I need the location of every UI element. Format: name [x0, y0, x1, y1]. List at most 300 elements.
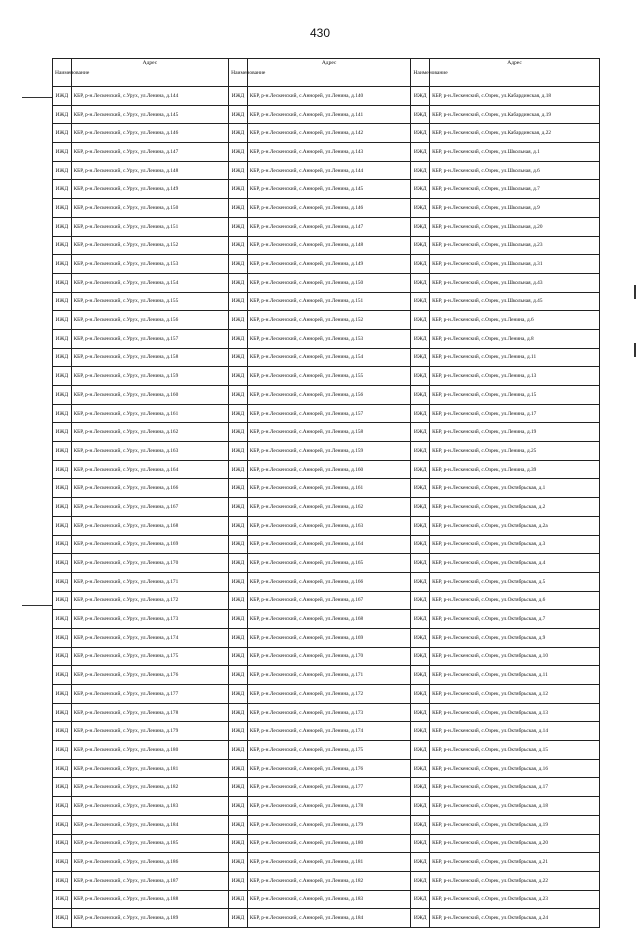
- address-table: [52, 58, 600, 928]
- name-cell: ИЖД: [411, 685, 430, 704]
- name-cell: ИЖД: [53, 703, 72, 722]
- name-cell: ИЖД: [229, 329, 248, 348]
- address-cell: КБР, р-н.Лескенский, с.Аннорей, ул.Ленина, д.177: [247, 778, 411, 797]
- address-cell: КБР, р-н.Лескенский, с.Аннорей, ул.Ленина, д.148: [247, 236, 411, 255]
- address-cell: КБР, р-н.Лескенский, с.Урух, ул.Ленина, д.177: [71, 685, 228, 704]
- name-cell: ИЖД: [411, 161, 430, 180]
- address-cell: КБР, р-н.Лескенский, с.Урух, ул.Ленина, д.164: [71, 460, 228, 479]
- address-cell: КБР, р-н.Лескенский, с.Озрек, ул.Ленина, д.25: [430, 442, 600, 461]
- address-cell: КБР, р-н.Лескенский, с.Аннорей, ул.Ленина, д.153: [247, 329, 411, 348]
- name-cell: ИЖД: [53, 853, 72, 872]
- name-cell: ИЖД: [53, 442, 72, 461]
- address-cell: КБР, р-н.Лескенский, с.Аннорей, ул.Ленина, д.183: [247, 890, 411, 909]
- address-cell: КБР, р-н.Лескенский, с.Озрек, ул.Школьная, д.43: [430, 273, 600, 292]
- name-cell: ИЖД: [411, 199, 430, 218]
- address-cell: КБР, р-н.Лескенский, с.Аннорей, ул.Ленина, д.175: [247, 741, 411, 760]
- address-cell: КБР, р-н.Лескенский, с.Урух, ул.Ленина, д.168: [71, 516, 228, 535]
- name-cell: ИЖД: [411, 815, 430, 834]
- name-cell: ИЖД: [229, 685, 248, 704]
- table-row: [53, 815, 600, 834]
- name-cell: ИЖД: [229, 666, 248, 685]
- table-row: [53, 703, 600, 722]
- name-cell: ИЖД: [53, 909, 72, 928]
- address-cell: КБР, р-н.Лескенский, с.Озрек, ул.Октябрьская, д.1: [430, 479, 600, 498]
- address-cell: КБР, р-н.Лескенский, с.Озрек, ул.Октябрьская, д.10: [430, 647, 600, 666]
- name-cell: ИЖД: [411, 871, 430, 890]
- name-cell: ИЖД: [229, 853, 248, 872]
- address-cell: КБР, р-н.Лескенский, с.Аннорей, ул.Ленина, д.181: [247, 853, 411, 872]
- address-cell: КБР, р-н.Лескенский, с.Озрек, ул.Октябрьская, д.21: [430, 853, 600, 872]
- name-cell: ИЖД: [229, 741, 248, 760]
- table-row: [53, 404, 600, 423]
- name-cell: ИЖД: [229, 124, 248, 143]
- name-cell: ИЖД: [411, 442, 430, 461]
- table-row: [53, 423, 600, 442]
- name-cell: ИЖД: [229, 311, 248, 330]
- name-cell: ИЖД: [229, 610, 248, 629]
- name-cell: ИЖД: [229, 759, 248, 778]
- address-cell: КБР, р-н.Лескенский, с.Озрек, ул.Октябрьская, д.13: [430, 703, 600, 722]
- table-row: [53, 853, 600, 872]
- name-cell: ИЖД: [229, 236, 248, 255]
- address-cell: КБР, р-н.Лескенский, с.Озрек, ул.Октябрьская, д.18: [430, 797, 600, 816]
- address-cell: КБР, р-н.Лескенский, с.Урух, ул.Ленина, д.166: [71, 479, 228, 498]
- name-cell: ИЖД: [411, 105, 430, 124]
- address-cell: КБР, р-н.Лескенский, с.Аннорей, ул.Ленина, д.163: [247, 516, 411, 535]
- address-cell: КБР, р-н.Лескенский, с.Озрек, ул.Ленина, д.8: [430, 329, 600, 348]
- page-number: 430: [309, 26, 331, 40]
- name-cell: ИЖД: [53, 105, 72, 124]
- table-row: [53, 161, 600, 180]
- table-row: [53, 610, 600, 629]
- address-table-wrapper: [52, 58, 600, 928]
- address-cell: КБР, р-н.Лескенский, с.Урух, ул.Ленина, д.151: [71, 217, 228, 236]
- table-row: [53, 909, 600, 928]
- name-cell: ИЖД: [53, 199, 72, 218]
- name-cell: ИЖД: [411, 348, 430, 367]
- table-row: [53, 217, 600, 236]
- column-header-name: Наименование: [411, 59, 430, 87]
- name-cell: ИЖД: [229, 143, 248, 162]
- name-cell: ИЖД: [229, 554, 248, 573]
- address-cell: КБР, р-н.Лескенский, с.Аннорей, ул.Ленина, д.166: [247, 572, 411, 591]
- scan-mark: [634, 285, 636, 299]
- address-cell: КБР, р-н.Лескенский, с.Озрек, ул.Школьная, д.45: [430, 292, 600, 311]
- name-cell: ИЖД: [229, 628, 248, 647]
- scan-mark: [22, 605, 52, 606]
- address-cell: КБР, р-н.Лескенский, с.Аннорей, ул.Ленина, д.147: [247, 217, 411, 236]
- address-cell: КБР, р-н.Лескенский, с.Аннорей, ул.Ленина, д.176: [247, 759, 411, 778]
- address-cell: КБР, р-н.Лескенский, с.Аннорей, ул.Ленина, д.184: [247, 909, 411, 928]
- address-cell: КБР, р-н.Лескенский, с.Урух, ул.Ленина, д.147: [71, 143, 228, 162]
- address-cell: КБР, р-н.Лескенский, с.Урух, ул.Ленина, д.181: [71, 759, 228, 778]
- address-cell: КБР, р-н.Лескенский, с.Урух, ул.Ленина, д.172: [71, 591, 228, 610]
- address-cell: КБР, р-н.Лескенский, с.Озрек, ул.Октябрьская, д.11: [430, 666, 600, 685]
- address-cell: КБР, р-н.Лескенский, с.Аннорей, ул.Ленина, д.146: [247, 199, 411, 218]
- name-cell: ИЖД: [229, 591, 248, 610]
- table-row: [53, 255, 600, 274]
- address-cell: КБР, р-н.Лескенский, с.Урух, ул.Ленина, д.188: [71, 890, 228, 909]
- table-row: [53, 516, 600, 535]
- name-cell: ИЖД: [411, 759, 430, 778]
- name-cell: ИЖД: [53, 255, 72, 274]
- name-cell: ИЖД: [53, 815, 72, 834]
- table-row: [53, 778, 600, 797]
- address-cell: КБР, р-н.Лескенский, с.Урух, ул.Ленина, д.174: [71, 628, 228, 647]
- address-cell: КБР, р-н.Лескенский, с.Урух, ул.Ленина, д.182: [71, 778, 228, 797]
- name-cell: ИЖД: [53, 292, 72, 311]
- address-cell: КБР, р-н.Лескенский, с.Озрек, ул.Школьная, д.23: [430, 236, 600, 255]
- name-cell: ИЖД: [53, 236, 72, 255]
- address-cell: КБР, р-н.Лескенский, с.Озрек, ул.Октябрьская, д.12: [430, 685, 600, 704]
- name-cell: ИЖД: [53, 535, 72, 554]
- column-header-address: Адрес: [247, 59, 411, 87]
- address-cell: КБР, р-н.Лескенский, с.Урух, ул.Ленина, д.189: [71, 909, 228, 928]
- address-cell: КБР, р-н.Лескенский, с.Урух, ул.Ленина, д.170: [71, 554, 228, 573]
- name-cell: ИЖД: [229, 778, 248, 797]
- address-cell: КБР, р-н.Лескенский, с.Озрек, ул.Октябрьская, д.23: [430, 890, 600, 909]
- address-cell: КБР, р-н.Лескенский, с.Озрек, ул.Школьная, д.1: [430, 143, 600, 162]
- address-cell: КБР, р-н.Лескенский, с.Аннорей, ул.Ленина, д.167: [247, 591, 411, 610]
- table-row: [53, 572, 600, 591]
- name-cell: ИЖД: [411, 404, 430, 423]
- address-cell: КБР, р-н.Лескенский, с.Аннорей, ул.Ленина, д.157: [247, 404, 411, 423]
- table-row: [53, 890, 600, 909]
- address-cell: КБР, р-н.Лескенский, с.Урух, ул.Ленина, д.153: [71, 255, 228, 274]
- address-cell: КБР, р-н.Лескенский, с.Урух, ул.Ленина, д.149: [71, 180, 228, 199]
- address-cell: КБР, р-н.Лескенский, с.Озрек, ул.Школьная, д.20: [430, 217, 600, 236]
- address-cell: КБР, р-н.Лескенский, с.Урух, ул.Ленина, д.157: [71, 329, 228, 348]
- address-cell: КБР, р-н.Лескенский, с.Озрек, ул.Октябрьская, д.16: [430, 759, 600, 778]
- address-cell: КБР, р-н.Лескенский, с.Аннорей, ул.Ленина, д.143: [247, 143, 411, 162]
- address-cell: КБР, р-н.Лескенский, с.Аннорей, ул.Ленина, д.151: [247, 292, 411, 311]
- table-row: [53, 628, 600, 647]
- address-cell: КБР, р-н.Лескенский, с.Аннорей, ул.Ленина, д.144: [247, 161, 411, 180]
- name-cell: ИЖД: [53, 180, 72, 199]
- table-row: [53, 498, 600, 517]
- name-cell: ИЖД: [411, 610, 430, 629]
- address-cell: КБР, р-н.Лескенский, с.Аннорей, ул.Ленина, д.140: [247, 87, 411, 106]
- address-cell: КБР, р-н.Лескенский, с.Аннорей, ул.Ленина, д.172: [247, 685, 411, 704]
- address-cell: КБР, р-н.Лескенский, с.Озрек, ул.Ленина, д.11: [430, 348, 600, 367]
- name-cell: ИЖД: [53, 479, 72, 498]
- name-cell: ИЖД: [53, 87, 72, 106]
- name-cell: ИЖД: [411, 479, 430, 498]
- table-row: [53, 834, 600, 853]
- table-row: [53, 666, 600, 685]
- table-header-row: [53, 59, 600, 87]
- name-cell: ИЖД: [53, 666, 72, 685]
- name-cell: ИЖД: [229, 292, 248, 311]
- name-cell: ИЖД: [411, 292, 430, 311]
- address-cell: КБР, р-н.Лескенский, с.Озрек, ул.Кабардинская, д.18: [430, 87, 600, 106]
- name-cell: ИЖД: [411, 236, 430, 255]
- address-cell: КБР, р-н.Лескенский, с.Аннорей, ул.Ленина, д.150: [247, 273, 411, 292]
- name-cell: ИЖД: [229, 797, 248, 816]
- scan-mark: [22, 97, 52, 98]
- name-cell: ИЖД: [53, 143, 72, 162]
- address-cell: КБР, р-н.Лескенский, с.Урух, ул.Ленина, д.160: [71, 386, 228, 405]
- address-cell: КБР, р-н.Лескенский, с.Аннорей, ул.Ленина, д.159: [247, 442, 411, 461]
- name-cell: ИЖД: [229, 703, 248, 722]
- address-cell: КБР, р-н.Лескенский, с.Урух, ул.Ленина, д.156: [71, 311, 228, 330]
- name-cell: ИЖД: [53, 685, 72, 704]
- name-cell: ИЖД: [229, 423, 248, 442]
- address-cell: КБР, р-н.Лескенский, с.Аннорей, ул.Ленина, д.145: [247, 180, 411, 199]
- name-cell: ИЖД: [411, 591, 430, 610]
- address-cell: КБР, р-н.Лескенский, с.Аннорей, ул.Ленина, д.168: [247, 610, 411, 629]
- table-row: [53, 647, 600, 666]
- name-cell: ИЖД: [53, 498, 72, 517]
- address-cell: КБР, р-н.Лескенский, с.Урух, ул.Ленина, д.152: [71, 236, 228, 255]
- address-cell: КБР, р-н.Лескенский, с.Озрек, ул.Кабардинская, д.22: [430, 124, 600, 143]
- name-cell: ИЖД: [53, 460, 72, 479]
- name-cell: ИЖД: [411, 516, 430, 535]
- address-cell: КБР, р-н.Лескенский, с.Озрек, ул.Ленина, д.19: [430, 423, 600, 442]
- address-cell: КБР, р-н.Лескенский, с.Аннорей, ул.Ленина, д.142: [247, 124, 411, 143]
- address-cell: КБР, р-н.Лескенский, с.Урух, ул.Ленина, д.180: [71, 741, 228, 760]
- address-cell: КБР, р-н.Лескенский, с.Аннорей, ул.Ленина, д.160: [247, 460, 411, 479]
- address-cell: КБР, р-н.Лескенский, с.Озрек, ул.Октябрьская, д.9: [430, 628, 600, 647]
- address-cell: КБР, р-н.Лескенский, с.Урух, ул.Ленина, д.178: [71, 703, 228, 722]
- address-cell: КБР, р-н.Лескенский, с.Урух, ул.Ленина, д.173: [71, 610, 228, 629]
- name-cell: ИЖД: [229, 834, 248, 853]
- table-row: [53, 554, 600, 573]
- address-cell: КБР, р-н.Лескенский, с.Урух, ул.Ленина, д.175: [71, 647, 228, 666]
- address-cell: КБР, р-н.Лескенский, с.Аннорей, ул.Ленина, д.180: [247, 834, 411, 853]
- address-cell: КБР, р-н.Лескенский, с.Урух, ул.Ленина, д.167: [71, 498, 228, 517]
- table-row: [53, 124, 600, 143]
- scan-mark: [634, 343, 636, 357]
- address-cell: КБР, р-н.Лескенский, с.Озрек, ул.Октябрьская, д.2а: [430, 516, 600, 535]
- address-cell: КБР, р-н.Лескенский, с.Аннорей, ул.Ленина, д.173: [247, 703, 411, 722]
- name-cell: ИЖД: [411, 554, 430, 573]
- address-cell: КБР, р-н.Лескенский, с.Аннорей, ул.Ленина, д.179: [247, 815, 411, 834]
- name-cell: ИЖД: [411, 890, 430, 909]
- name-cell: ИЖД: [53, 741, 72, 760]
- address-cell: КБР, р-н.Лескенский, с.Урух, ул.Ленина, д.154: [71, 273, 228, 292]
- address-cell: КБР, р-н.Лескенский, с.Урух, ул.Ленина, д.171: [71, 572, 228, 591]
- name-cell: ИЖД: [53, 759, 72, 778]
- name-cell: ИЖД: [411, 535, 430, 554]
- name-cell: ИЖД: [229, 535, 248, 554]
- name-cell: ИЖД: [411, 367, 430, 386]
- address-cell: КБР, р-н.Лескенский, с.Урух, ул.Ленина, д.148: [71, 161, 228, 180]
- name-cell: ИЖД: [411, 572, 430, 591]
- name-cell: ИЖД: [53, 628, 72, 647]
- name-cell: ИЖД: [411, 329, 430, 348]
- name-cell: ИЖД: [53, 423, 72, 442]
- name-cell: ИЖД: [53, 572, 72, 591]
- name-cell: ИЖД: [411, 124, 430, 143]
- name-cell: ИЖД: [229, 161, 248, 180]
- address-cell: КБР, р-н.Лескенский, с.Урух, ул.Ленина, д.162: [71, 423, 228, 442]
- name-cell: ИЖД: [411, 628, 430, 647]
- name-cell: ИЖД: [53, 554, 72, 573]
- name-cell: ИЖД: [229, 572, 248, 591]
- table-body: [53, 87, 600, 928]
- name-cell: ИЖД: [229, 87, 248, 106]
- name-cell: ИЖД: [229, 367, 248, 386]
- address-cell: КБР, р-н.Лескенский, с.Озрек, ул.Ленина, д.13: [430, 367, 600, 386]
- address-cell: КБР, р-н.Лескенский, с.Урух, ул.Ленина, д.186: [71, 853, 228, 872]
- name-cell: ИЖД: [411, 311, 430, 330]
- table-row: [53, 348, 600, 367]
- name-cell: ИЖД: [229, 404, 248, 423]
- name-cell: ИЖД: [53, 797, 72, 816]
- name-cell: ИЖД: [411, 853, 430, 872]
- address-cell: КБР, р-н.Лескенский, с.Озрек, ул.Октябрьская, д.6: [430, 591, 600, 610]
- name-cell: ИЖД: [229, 255, 248, 274]
- name-cell: ИЖД: [411, 909, 430, 928]
- name-cell: ИЖД: [411, 741, 430, 760]
- name-cell: ИЖД: [411, 647, 430, 666]
- address-cell: КБР, р-н.Лескенский, с.Урух, ул.Ленина, д.176: [71, 666, 228, 685]
- address-cell: КБР, р-н.Лескенский, с.Озрек, ул.Октябрьская, д.3: [430, 535, 600, 554]
- name-cell: ИЖД: [229, 105, 248, 124]
- name-cell: ИЖД: [229, 498, 248, 517]
- address-cell: КБР, р-н.Лескенский, с.Урух, ул.Ленина, д.163: [71, 442, 228, 461]
- address-cell: КБР, р-н.Лескенский, с.Аннорей, ул.Ленина, д.182: [247, 871, 411, 890]
- address-cell: КБР, р-н.Лескенский, с.Озрек, ул.Октябрьская, д.14: [430, 722, 600, 741]
- name-cell: ИЖД: [229, 199, 248, 218]
- name-cell: ИЖД: [53, 161, 72, 180]
- name-cell: ИЖД: [53, 890, 72, 909]
- name-cell: ИЖД: [411, 143, 430, 162]
- name-cell: ИЖД: [229, 815, 248, 834]
- table-row: [53, 535, 600, 554]
- address-cell: КБР, р-н.Лескенский, с.Урух, ул.Ленина, д.179: [71, 722, 228, 741]
- name-cell: ИЖД: [411, 834, 430, 853]
- name-cell: ИЖД: [229, 273, 248, 292]
- address-cell: КБР, р-н.Лескенский, с.Урух, ул.Ленина, д.155: [71, 292, 228, 311]
- column-header-address: Адрес: [430, 59, 600, 87]
- address-cell: КБР, р-н.Лескенский, с.Аннорей, ул.Ленина, д.154: [247, 348, 411, 367]
- name-cell: ИЖД: [229, 871, 248, 890]
- address-cell: КБР, р-н.Лескенский, с.Озрек, ул.Октябрьская, д.7: [430, 610, 600, 629]
- address-cell: КБР, р-н.Лескенский, с.Урух, ул.Ленина, д.161: [71, 404, 228, 423]
- address-cell: КБР, р-н.Лескенский, с.Урух, ул.Ленина, д.159: [71, 367, 228, 386]
- name-cell: ИЖД: [229, 180, 248, 199]
- address-cell: КБР, р-н.Лескенский, с.Аннорей, ул.Ленина, д.171: [247, 666, 411, 685]
- table-row: [53, 273, 600, 292]
- name-cell: ИЖД: [411, 666, 430, 685]
- name-cell: ИЖД: [411, 722, 430, 741]
- table-row: [53, 236, 600, 255]
- address-cell: КБР, р-н.Лескенский, с.Озрек, ул.Школьная, д.31: [430, 255, 600, 274]
- table-row: [53, 685, 600, 704]
- address-cell: КБР, р-н.Лескенский, с.Аннорей, ул.Ленина, д.156: [247, 386, 411, 405]
- name-cell: ИЖД: [411, 498, 430, 517]
- address-cell: КБР, р-н.Лескенский, с.Озрек, ул.Школьная, д.9: [430, 199, 600, 218]
- address-cell: КБР, р-н.Лескенский, с.Озрек, ул.Октябрьская, д.2: [430, 498, 600, 517]
- name-cell: ИЖД: [53, 329, 72, 348]
- address-cell: КБР, р-н.Лескенский, с.Озрек, ул.Ленина, д.6: [430, 311, 600, 330]
- address-cell: КБР, р-н.Лескенский, с.Озрек, ул.Ленина, д.15: [430, 386, 600, 405]
- table-row: [53, 329, 600, 348]
- name-cell: ИЖД: [229, 442, 248, 461]
- name-cell: ИЖД: [53, 124, 72, 143]
- address-cell: КБР, р-н.Лескенский, с.Аннорей, ул.Ленина, д.141: [247, 105, 411, 124]
- address-cell: КБР, р-н.Лескенский, с.Аннорей, ул.Ленина, д.174: [247, 722, 411, 741]
- name-cell: ИЖД: [53, 871, 72, 890]
- address-cell: КБР, р-н.Лескенский, с.Озрек, ул.Октябрьская, д.17: [430, 778, 600, 797]
- name-cell: ИЖД: [411, 217, 430, 236]
- address-cell: КБР, р-н.Лескенский, с.Аннорей, ул.Ленина, д.164: [247, 535, 411, 554]
- column-header-address: Адрес: [71, 59, 228, 87]
- address-cell: КБР, р-н.Лескенский, с.Озрек, ул.Октябрьская, д.24: [430, 909, 600, 928]
- address-cell: КБР, р-н.Лескенский, с.Урух, ул.Ленина, д.158: [71, 348, 228, 367]
- name-cell: ИЖД: [53, 591, 72, 610]
- table-row: [53, 871, 600, 890]
- name-cell: ИЖД: [229, 722, 248, 741]
- address-cell: КБР, р-н.Лескенский, с.Аннорей, ул.Ленина, д.149: [247, 255, 411, 274]
- address-cell: КБР, р-н.Лескенский, с.Урух, ул.Ленина, д.185: [71, 834, 228, 853]
- name-cell: ИЖД: [229, 348, 248, 367]
- table-row: [53, 87, 600, 106]
- name-cell: ИЖД: [53, 217, 72, 236]
- table-row: [53, 386, 600, 405]
- table-row: [53, 741, 600, 760]
- name-cell: ИЖД: [411, 423, 430, 442]
- address-cell: КБР, р-н.Лескенский, с.Урух, ул.Ленина, д.144: [71, 87, 228, 106]
- table-row: [53, 479, 600, 498]
- address-cell: КБР, р-н.Лескенский, с.Аннорей, ул.Ленина, д.152: [247, 311, 411, 330]
- name-cell: ИЖД: [53, 516, 72, 535]
- name-cell: ИЖД: [229, 516, 248, 535]
- address-cell: КБР, р-н.Лескенский, с.Аннорей, ул.Ленина, д.162: [247, 498, 411, 517]
- name-cell: ИЖД: [53, 834, 72, 853]
- name-cell: ИЖД: [53, 367, 72, 386]
- address-cell: КБР, р-н.Лескенский, с.Аннорей, ул.Ленина, д.161: [247, 479, 411, 498]
- name-cell: ИЖД: [411, 797, 430, 816]
- address-cell: КБР, р-н.Лескенский, с.Озрек, ул.Октябрьская, д.19: [430, 815, 600, 834]
- address-cell: КБР, р-н.Лескенский, с.Озрек, ул.Октябрьская, д.20: [430, 834, 600, 853]
- address-cell: КБР, р-н.Лескенский, с.Озрек, ул.Октябрьская, д.5: [430, 572, 600, 591]
- name-cell: ИЖД: [53, 610, 72, 629]
- address-cell: КБР, р-н.Лескенский, с.Озрек, ул.Ленина, д.17: [430, 404, 600, 423]
- name-cell: ИЖД: [229, 460, 248, 479]
- address-cell: КБР, р-н.Лескенский, с.Озрек, ул.Октябрьская, д.15: [430, 741, 600, 760]
- address-cell: КБР, р-н.Лескенский, с.Озрек, ул.Ленина, д.39: [430, 460, 600, 479]
- address-cell: КБР, р-н.Лескенский, с.Озрек, ул.Октябрьская, д.4: [430, 554, 600, 573]
- table-row: [53, 199, 600, 218]
- table-row: [53, 460, 600, 479]
- table-row: [53, 367, 600, 386]
- table-row: [53, 759, 600, 778]
- name-cell: ИЖД: [53, 778, 72, 797]
- table-row: [53, 311, 600, 330]
- address-cell: КБР, р-н.Лескенский, с.Аннорей, ул.Ленина, д.170: [247, 647, 411, 666]
- column-header-name: Наименование: [53, 59, 72, 87]
- name-cell: ИЖД: [53, 311, 72, 330]
- table-row: [53, 591, 600, 610]
- name-cell: ИЖД: [411, 386, 430, 405]
- name-cell: ИЖД: [53, 386, 72, 405]
- address-cell: КБР, р-н.Лескенский, с.Аннорей, ул.Ленина, д.165: [247, 554, 411, 573]
- table-row: [53, 442, 600, 461]
- table-row: [53, 722, 600, 741]
- name-cell: ИЖД: [53, 348, 72, 367]
- address-cell: КБР, р-н.Лескенский, с.Озрек, ул.Школьная, д.6: [430, 161, 600, 180]
- address-cell: КБР, р-н.Лескенский, с.Аннорей, ул.Ленина, д.169: [247, 628, 411, 647]
- address-cell: КБР, р-н.Лескенский, с.Озрек, ул.Кабардинская, д.19: [430, 105, 600, 124]
- address-cell: КБР, р-н.Лескенский, с.Урух, ул.Ленина, д.169: [71, 535, 228, 554]
- address-cell: КБР, р-н.Лескенский, с.Аннорей, ул.Ленина, д.155: [247, 367, 411, 386]
- name-cell: ИЖД: [229, 386, 248, 405]
- table-row: [53, 180, 600, 199]
- name-cell: ИЖД: [411, 180, 430, 199]
